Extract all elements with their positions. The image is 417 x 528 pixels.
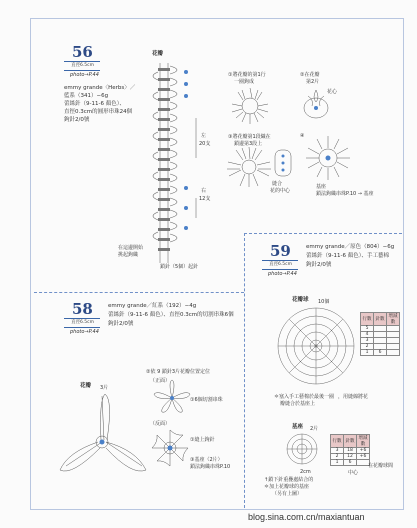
pattern-59-ball-title: 花瓣球 [292, 297, 309, 303]
pattern-56-step-2: ②在花瓣 [300, 72, 320, 78]
pattern-58-front-diagram [152, 380, 192, 416]
pattern-56-sewing-label: 縫合 [272, 181, 283, 187]
pattern-58-size: 直徑6.5cm [71, 320, 95, 325]
pattern-56-note-bottom-b: 挑起鉤織 [118, 252, 139, 258]
pattern-59-between-label: 在花瓣球間 [368, 463, 394, 469]
pattern-59-base-title: 基座 [292, 424, 304, 430]
pattern-56-yarn: emmy grande〈Herbs〉／ [64, 85, 136, 91]
pattern-59-note-b: ，用縫線將花 [338, 394, 369, 400]
section-divider-horizontal [244, 233, 402, 234]
pattern-56-note-right: 右 [201, 188, 207, 194]
pattern-59-note-c: 瓣縫合於基座上 [280, 401, 316, 407]
pattern-59-note-f: （另有上圖） [272, 491, 303, 497]
pattern-56-note-start: 鎖針（5個）起針 [160, 264, 199, 270]
pattern-58-note-g: 鎖法鉤織串珠P.10 [190, 464, 231, 470]
pattern-59-note-d: ↑鎖下針重疊處結合的 [264, 477, 314, 483]
pattern-58-rule [64, 318, 100, 319]
pattern-58-petal-title: 花瓣 [80, 383, 92, 389]
pattern-59-tool: 鉤針2/0號 [306, 262, 332, 268]
pattern-56-pearl: 直徑0.3cm的圓形串珠24個 [64, 109, 133, 115]
pattern-58-hook: 蕾絲針（9-11-6 顏色）、直徑0.3cm的切割串珠6個 [108, 312, 234, 318]
pattern-58-rule-2 [64, 327, 100, 328]
pattern-58-note-f: ③基座（2片） [190, 457, 223, 463]
section-divider-horizontal-left [34, 292, 244, 293]
pattern-56-tool: 鉤針2/0號 [64, 117, 90, 123]
pattern-56-color: 藍系（341）−6g [64, 93, 109, 99]
watermark: blog.sina.com.cn/maxiantuan [248, 512, 365, 522]
flower-step-1-diagram [228, 86, 272, 126]
pattern-56-step-4: ④ [300, 133, 305, 139]
pattern-59-ball-chart [276, 306, 356, 386]
pattern-58-number: 58 [72, 300, 93, 318]
pattern-59-ball-count: 10個 [318, 299, 330, 305]
pattern-56-note-bottom-a: 在這邊開始 [118, 245, 144, 251]
pattern-59-note-a: ＊塞入手工藝棉於最後一圈 [274, 394, 335, 400]
pattern-58-yarn: emmy grande／紅系（192）−4g [108, 303, 197, 309]
pattern-58-photo-ref: photo→P.44 [70, 329, 99, 335]
pattern-59-ball-table: 行數 針數 增減數 5 4 3 2 1 6 [362, 314, 398, 355]
pattern-59-size: 直徑6.5cm [269, 262, 293, 267]
pattern-56-petal-title: 花瓣 [152, 51, 164, 57]
pattern-59-yarn: emmy grande／原色（804）−6g [306, 244, 395, 250]
pattern-58-note-d: （反面） [150, 421, 171, 427]
pattern-59-rule [262, 260, 298, 261]
pattern-56-base-label: 基座 [316, 184, 327, 190]
pattern-58-back-diagram [148, 428, 192, 468]
pattern-59-base-table: 行數 針數 增減數 3 18 +6 2 12 +6 1 6 [332, 436, 368, 465]
pattern-56-rule [64, 61, 100, 62]
pattern-56-rule-2 [64, 70, 100, 71]
pattern-56-number: 56 [72, 43, 93, 61]
pattern-56-ring-label: 花的中心 [270, 188, 291, 194]
pattern-56-step-1b: 一圈鉤成 [234, 79, 255, 85]
pattern-56-petal-chart [140, 58, 210, 273]
pattern-58-tool: 鉤針2/0號 [108, 321, 134, 327]
pattern-59-center-label: 中心 [348, 470, 359, 476]
flower-step-4-diagram [306, 136, 350, 180]
pattern-56-note-12: 12支 [199, 196, 211, 202]
pattern-56-step-3: ③將花瓣第1段織在 [228, 134, 271, 140]
pattern-59-base-chart [282, 432, 322, 466]
section-divider-vertical [244, 233, 245, 508]
pattern-59-hook: 蕾絲針（9-11-6 顏色）、手工藝棉 [306, 253, 389, 259]
pattern-58-note-b: （正面） [150, 378, 171, 384]
pattern-58-note-e: ①縫上鉤針 [190, 437, 215, 443]
pattern-59-number: 59 [270, 242, 291, 260]
pattern-56-step-1: ①將花瓣的第1行 [228, 72, 266, 78]
pattern-59-photo-ref: photo→P.44 [268, 271, 297, 277]
pattern-56-step-3b: 鎖邊第3段上 [234, 141, 263, 147]
pattern-56-photo-ref: photo→P.44 [70, 72, 99, 78]
pattern-59-note-e: ＊加上花瓣球的基座 [264, 484, 310, 490]
pattern-56-size: 直徑6.5cm [71, 63, 95, 68]
pattern-56-hook: 蕾絲針（9-11-6 顏色）、 [64, 101, 125, 107]
pattern-59-dimension: 2cm [300, 469, 311, 475]
pattern-56-note-left: 左 [201, 133, 207, 139]
pattern-59-base-count: 2片 [310, 426, 319, 432]
pattern-56-center-label: 花心 [327, 89, 338, 95]
flower-step-3-diagram [224, 146, 274, 188]
pattern-56-step-2b: 第2片 [306, 79, 320, 85]
pattern-59-rule-2 [262, 269, 298, 270]
pattern-58-note-a: ②依 9 鎖針3片花瓣位置定位 [146, 369, 211, 375]
pattern-58-note-c: ①6個切割串珠 [190, 397, 223, 403]
center-ring-diagram [272, 148, 294, 178]
pattern-56-note-20: 20支 [199, 141, 211, 147]
pattern-56-base-note: 鎖法鉤織串珠P.10 → 基座 [316, 191, 374, 197]
pattern-58-petal-count: 3片 [100, 385, 109, 391]
